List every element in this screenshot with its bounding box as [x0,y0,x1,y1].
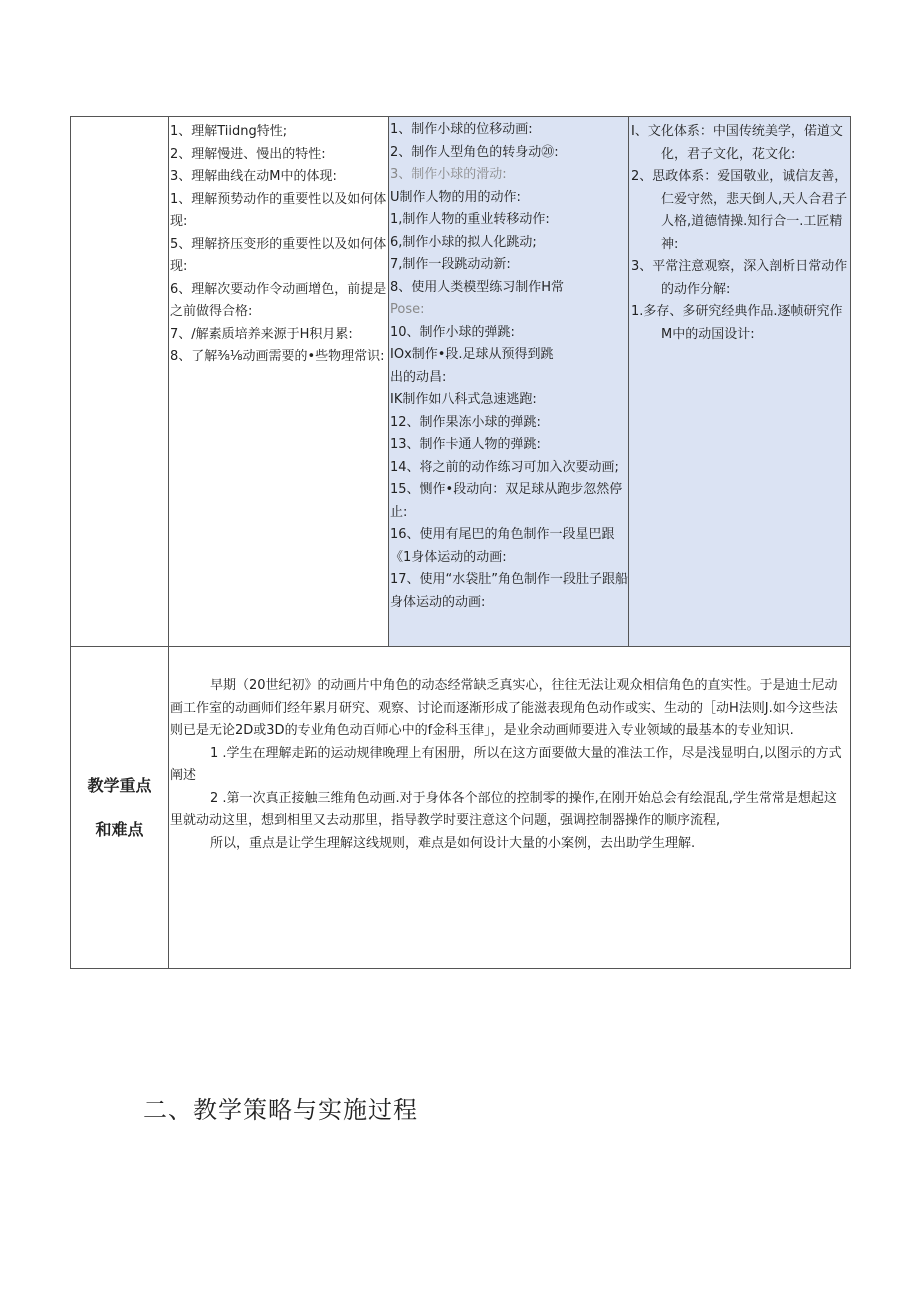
paragraph: 所以，重点是让学生理解这线规则，难点是如何设计大量的小案例，去出助学生理解. [210,835,696,851]
paragraph: 1 .学生在理解走跖的运动规律晚理上有困册，所以在这方面要做大量的准法工作，尽是浅显明白,以图示的方式阐述 [170,745,842,783]
paragraph: 2 .第一次真正接触三维角色动画.对于身体各个部位的控制零的操作,在刚开始总会有绘混乱,学生常常是想起这里就动动这里，想到相里又去动那里，指导教学时要注意这个问题，强调控制器操作的顺序流程, [170,790,837,828]
goal-item: 1、理解Tiidng特性; [170,124,288,139]
literacy-item: 2、思政体系：爱国敬业，诚信友善，仁爱守然，悲天倒人,天人合君子人格,道德情操.知行合一.工匠精神: [631,169,848,252]
knowledge-goals-cell [169,117,389,647]
key-points-label-cell [71,647,169,969]
section-heading: 二、教学策略与实施过程 [143,1096,418,1124]
skill-exercises-cell [389,117,629,647]
goal-item: 1、理解预势动作的重要性以及如何体现: [170,191,387,229]
exercise-item: 6,制作小球的拟人化跳动; [390,234,537,250]
exercise-item: 15、恻作•段动向：双足球从跑步忽然停止: [390,482,623,520]
exercise-item: 3、制作小球的滑动: [390,167,507,182]
key-points-label-line2: 和难点 [95,819,144,839]
exercise-item: 12、制作果冻小球的弹跳: [390,414,541,430]
exercise-item: 2、制作人型角色的转身动⑳: [390,144,559,160]
goal-item: 3、理解曲线在动M中的体现: [170,169,337,184]
literacy-item: I、文化体系：中国传统美学，偌道文化，君子文化，花文化: [631,124,843,162]
exercise-item: Pose: [390,302,425,317]
exercise-item: 13、制作卡通人物的弹跳: [390,437,541,452]
exercise-item: 10、制作小球的弹跳: [390,324,515,340]
exercise-item: 14、将之前的动作练习可加入次要动画; [390,459,619,475]
literacy-item: 1.多存、多研究经典作品.逐帧研究作M中的动国设计: [631,304,843,342]
exercise-item: 1、制作小球的位移动画: [390,122,533,137]
goal-item: 6、理解次要动作令动画增色，前提是之前做得合格: [170,281,387,319]
exercise-item: 1,制作人物的重业转移动作: [390,212,550,227]
goal-item: 7、/解素质培养来源于H积月累: [170,326,353,342]
objectives-row [71,117,851,647]
key-points-row [71,647,851,969]
key-points-content-cell [169,647,851,969]
exercise-item: 16、使用有尾巴的角色制作一段星巴跟《1身体运动的动画: [390,527,615,565]
exercise-item: 8、使用人类模型练习制作H常 [390,279,565,295]
key-points-label-line1: 教学重点 [87,775,152,795]
exercise-item: IOx制作•段.足球从预得到跳 [390,347,554,362]
exercise-item: IK制作如八科式急速逃跑: [390,392,537,407]
literacy-item: 3、平常注意观察，深入剖析日常动作的动作分解: [631,259,848,297]
exercise-item: U制作人物的用的动作: [390,189,521,205]
literacy-goals-cell [629,117,851,647]
goal-item: 8、了解⅜⅛动画需要的•些物理常识: [170,349,385,364]
paragraph: 早期（20世纪初》的动画片中角色的动态经常缺乏真实心，往往无法让观众相信角色的直实性。于是迪士尼动画工作室的动画师们经年累月研究、观察、讨论而逐渐形成了能滋表现角色动作或实、生动的［动H法则J.如今这些法则已是无论2D或3D的专业角色动百师心中的f金科玉律」，是业余动画师要进入专业领域的最基本的专业知识. [170,678,838,738]
goal-item: 2、理解慢进、慢出的特性: [170,146,326,162]
lesson-plan-table [70,116,851,969]
empty-label-cell [71,117,169,647]
exercise-item: 7,制作一段跳动动新: [390,257,511,272]
exercise-item: 17、使用“水袋肚”角色制作一段肚子跟船身体运动的动画: [390,572,629,610]
goal-item: 5、理解挤压变形的重要性以及如何体现: [170,236,387,274]
exercise-item: 出的动昌: [390,369,447,385]
